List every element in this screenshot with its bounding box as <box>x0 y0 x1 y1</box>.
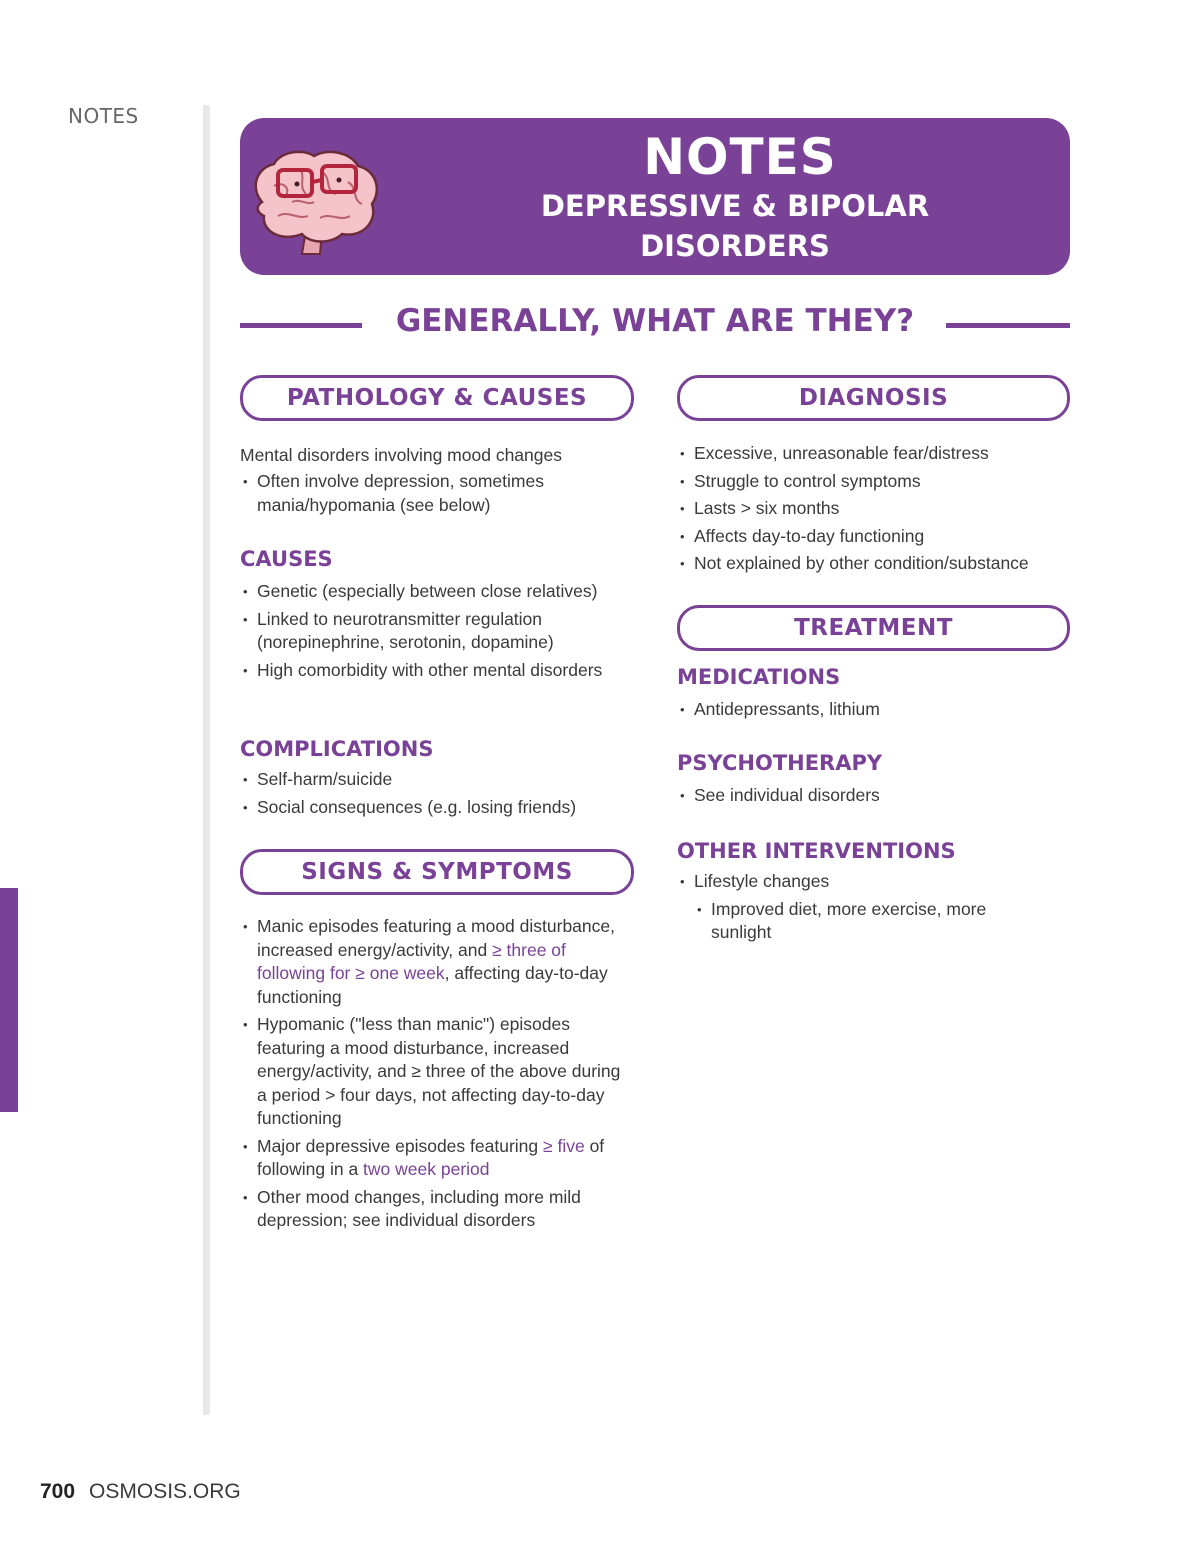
diagnosis-heading: DIAGNOSIS <box>677 375 1070 421</box>
list-item <box>240 1135 625 1182</box>
list-item: • Not explained by other condition/substance <box>677 552 1077 576</box>
signs-item1-highlight: ≥ three of following for ≥ one week <box>257 939 566 983</box>
signs-item1-text-b: , affecting day-to-day functioning <box>257 963 608 1007</box>
other-interventions-list <box>677 870 1047 949</box>
list-item: • Struggle to control symptoms <box>677 470 1077 494</box>
treatment-heading: TREATMENT <box>677 605 1070 651</box>
medications-list <box>677 698 1072 726</box>
list-item: • Hypomanic ("less than manic") episodes featuring a mood disturbance, increased energy/activity, and ≥ three of the above during a period > four days, not affecting day-to-day functioning <box>240 1013 625 1131</box>
signs-item3-text-b: of following in a <box>257 1135 605 1179</box>
banner-subtitle-line1: DEPRESSIVE & BIPOLAR <box>540 189 930 223</box>
list-item: • Genetic (especially between close relatives) <box>240 580 635 604</box>
list-item: • Excessive, unreasonable fear/distress <box>677 442 1077 466</box>
signs-item3-highlight-1: ≥ five <box>543 1135 585 1156</box>
title-banner <box>240 118 1070 275</box>
list-item: • Other mood changes, including more mild depression; see individual disorders <box>240 1186 625 1233</box>
section-heading <box>240 303 1070 349</box>
list-item <box>677 870 1047 945</box>
signs-item3-highlight-2: two week period <box>363 1159 490 1179</box>
medications-heading: MEDICATIONS <box>677 665 841 689</box>
signs-list <box>240 915 625 1237</box>
psychotherapy-list <box>677 784 1072 812</box>
list-item: • Social consequences (e.g. losing friends) <box>240 796 635 820</box>
causes-heading: CAUSES <box>240 547 333 571</box>
banner-title: NOTES <box>643 128 837 186</box>
list-item: • Antidepressants, lithium <box>677 698 1072 722</box>
signs-item3-text-a: Major depressive episodes featuring <box>257 1135 543 1156</box>
complications-list <box>240 768 635 823</box>
list-item: • Improved diet, more exercise, more sunlight <box>694 898 1047 945</box>
other-interventions-heading: OTHER INTERVENTIONS <box>677 839 956 863</box>
complications-heading: COMPLICATIONS <box>240 737 434 761</box>
list-item: • High comorbidity with other mental disorders <box>240 659 635 683</box>
other-item-text: Lifestyle changes <box>694 871 830 891</box>
banner-subtitle <box>440 186 1030 266</box>
list-item: • Often involve depression, sometimes mania/hypomania (see below) <box>240 470 625 517</box>
psychotherapy-heading: PSYCHOTHERAPY <box>677 751 883 775</box>
brain-with-glasses-icon <box>244 146 384 258</box>
signs-heading: SIGNS & SYMPTOMS <box>240 849 634 895</box>
other-sublist <box>694 898 1047 945</box>
pathology-intro: Mental disorders involving mood changes <box>240 445 562 465</box>
banner-subtitle-line2: DISORDERS <box>640 229 830 263</box>
margin-rule <box>203 105 210 1415</box>
list-item <box>240 915 625 1009</box>
list-item: • See individual disorders <box>677 784 1072 808</box>
section-heading-text: GENERALLY, WHAT ARE THEY? <box>395 303 915 339</box>
chapter-tab <box>0 888 18 1112</box>
list-item: • Linked to neurotransmitter regulation (norepinephrine, serotonin, dopamine) <box>240 608 635 655</box>
pathology-list <box>240 470 625 521</box>
list-item: • Self-harm/suicide <box>240 768 635 792</box>
side-notes-label: NOTES <box>68 104 139 128</box>
site-name: OSMOSIS.ORG <box>89 1480 241 1503</box>
causes-list <box>240 580 635 686</box>
signs-item1-text-a: Manic episodes featuring a mood disturbance, increased energy/activity, and <box>257 916 615 960</box>
page-footer <box>40 1480 241 1504</box>
diagnosis-list <box>677 442 1077 580</box>
list-item: • Lasts > six months <box>677 497 1077 521</box>
heading-rule-right <box>946 323 1070 328</box>
pathology-heading: PATHOLOGY & CAUSES <box>240 375 634 421</box>
page-number: 700 <box>40 1480 76 1503</box>
list-item: • Affects day-to-day functioning <box>677 525 1077 549</box>
heading-rule-left <box>240 323 362 328</box>
